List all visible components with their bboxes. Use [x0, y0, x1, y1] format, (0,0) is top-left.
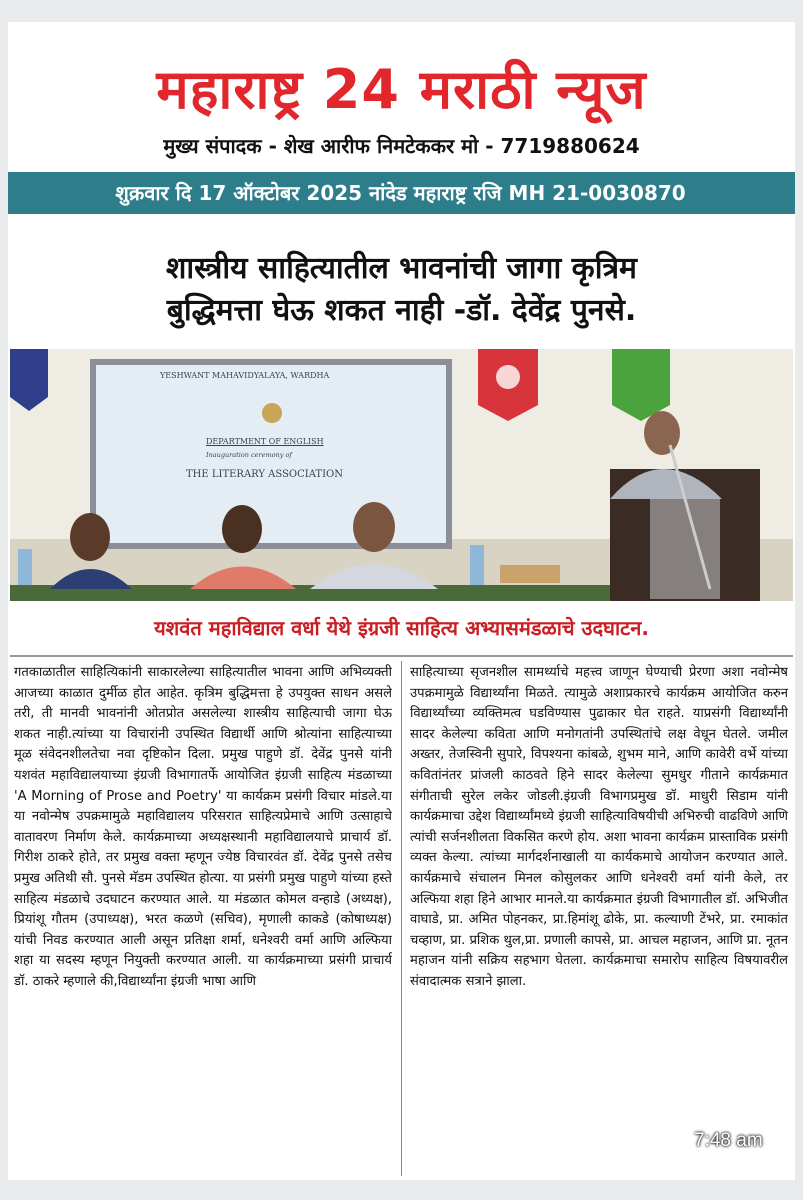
screen-association: THE LITERARY ASSOCIATION — [186, 469, 343, 480]
date-registration-band: शुक्रवार दि 17 ऑक्टोबर 2025 नांदेड महाराष्ट्र रजि MH 21-0030870 — [8, 172, 795, 214]
headline-line-2: बुद्धिमत्ता घेऊ शकत नाही -डॉ. देवेंद्र पुनसे. — [166, 293, 637, 328]
screen-college-name: YESHWANT MAHAVIDYALAYA, WARDHA — [160, 371, 330, 380]
column-divider — [401, 661, 402, 1176]
article-column-right: साहित्याच्या सृजनशील सामर्थ्याचे महत्त्व जाणून घेण्याची प्रेरणा अशा नवोन्मेष उपक्रमामुळे विद्यार्थ्यांना मिळते. त्यामुळे अशाप्रकारचे कार्यक्रम आयोजित करुन विद्यार्थ्यांच्या व्यक्तिमत्व घडविण्यास पुढाकार घेत राहते. याप्रसंगी विद्यार्थ्यांनी सादर केलेल्या कविता आणि मनोगतांनी उपस्थितांचे लक्ष वेधून घेतले. जमील अख्तर, तेजस्विनी सुपारे, विपश्यना कांबळे, शुभम माने, आणि कावेरी वर्भे यांच्या कवितांनंतर प्रांजली काठवते हिने सादर केलेल्या सुमधुर गीताने कार्यक्रमात संगीताची सुरेल लकेर जोडली.इंग्रजी विभागप्रमुख डॉ. माधुरी सिडाम यांनी कार्यक्रमाचा उद्देश विद्यार्थ्यांमध्ये इंग्रजी साहित्याविषयीची अभिरुची वाढविणे आणि त्यांची सर्जनशीलता विकसित करणे होय. अशा भावना कार्यक्रम प्रास्ताविक प्रसंगी व्यक्त केल्या. त्यांच्या मार्गदर्शनाखाली या कार्यकमाचे आयोजन करण्यात आले. कार्यक्रमाचे संचालन मिनल कोसुलकर आणि धनेश्वरी वर्मा यांनी केले, तर अल्फिया शहा हिने आभार मानले.या कार्यक्रमात इंग्रजी विभागातील डॉ. अभिजीत वाघाडे, प्रा. अमित पोहनकर, प्रा.हिमांशू ढोके, प्रा. कल्याणी टेंभरे, प्रा. रमाकांत चव्हाण, प्रा. प्रशिक थुल,प्रा. प्रणाली कापसे, प्रा. आचल महाजन, आणि प्रा. नूतन महाजन यांनी सक्रिय सहभाग घेतला. कार्यक्रमाचा समारोप साहित्य विषयावरील संवादात्मक सत्राने झाला. — [410, 665, 788, 989]
event-photo-illustration — [10, 349, 793, 601]
timestamp-overlay: 7:48 am — [694, 1130, 763, 1151]
screen-department: DEPARTMENT OF ENGLISH — [206, 437, 324, 446]
article-body — [10, 655, 793, 1180]
headline-line-1: शास्त्रीय साहित्यातील भावनांची जागा कृत्रिम — [166, 251, 637, 286]
article-headline — [8, 248, 795, 332]
article-column-left: गतकाळातील साहित्यिकांनी साकारलेल्या साहित्यातील भावना आणि अभिव्यक्ती आजच्या काळात दुर्मीळ होत आहेत. कृत्रिम बुद्धिमत्ता हे उपयुक्त साधन असले तरी, ती मानवी भावनांनी ओतप्रोत असलेल्या शास्त्रीय साहित्याची जागा घेऊ शकत नाही.त्यांच्या या विचारांनी उपस्थित विद्यार्थी आणि श्रोत्यांना साहित्याच्या मूळ संवेदनशीलतेचा नवा दृष्टिकोन दिला. प्रमुख पाहुणे डॉ. देवेंद्र पुनसे यांनी यशवंत महाविद्यालयाच्या इंग्रजी विभागातर्फे आयोजित इंग्रजी साहित्य मंडळाच्या 'A Morning of Prose and Poetry' या कार्यक्रम प्रसंगी विचार मांडले.या या नवोन्मेष उपक्रमामुळे महाविद्यालय परिसरात साहित्यप्रेमाचे आणि उत्साहाचे वातावरण निर्माण केले. कार्यक्रमाच्या अध्यक्षस्थानी महाविद्यालयाचे प्राचार्य डॉ. गिरीश ठाकरे होते, तर प्रमुख वक्ता म्हणून ज्येष्ठ विचारवंत डॉ. देवेंद्र पुनसे तसेच प्रमुख अतिथी सौ. पुनसे मॅडम उपस्थित होत्या. या प्रसंगी प्रमुख पाहुणे यांच्या हस्ते साहित्य मंडळाचे उदघाटन करण्यात आले. या मंडळात कोमल वन्हाडे (अध्यक्ष), प्रियांशू गौतम (उपाध्यक्ष), भरत कळणे (सचिव), मृणाली काकडे (कोषाध्यक्ष) यांची निवड करण्यात आली असून प्रतिक्षा शर्मा, धनेश्वरी वर्मा आणि अल्फिया शहा या सदस्य म्हणून नियुक्ती करण्यात आली. या कार्यक्रमाच्या प्रसंगी प्राचार्य डॉ. ठाकरे म्हणाले की,विद्यार्थ्यांना इंग्रजी भाषा आणि — [14, 665, 392, 989]
screen-ceremony: Inauguration ceremony of — [206, 451, 292, 459]
editor-contact-line: मुख्य संपादक - शेख आरीफ निमटेककर मो - 7719880624 — [163, 134, 640, 158]
event-photo — [10, 349, 793, 601]
newspaper-page — [8, 22, 795, 1180]
newspaper-masthead: महाराष्ट्र 24 मराठी न्यूज — [156, 58, 647, 121]
photo-caption: यशवंत महाविद्याल वर्धा येथे इंग्रजी साहित्य अभ्यासमंडळाचे उदघाटन. — [154, 616, 649, 640]
